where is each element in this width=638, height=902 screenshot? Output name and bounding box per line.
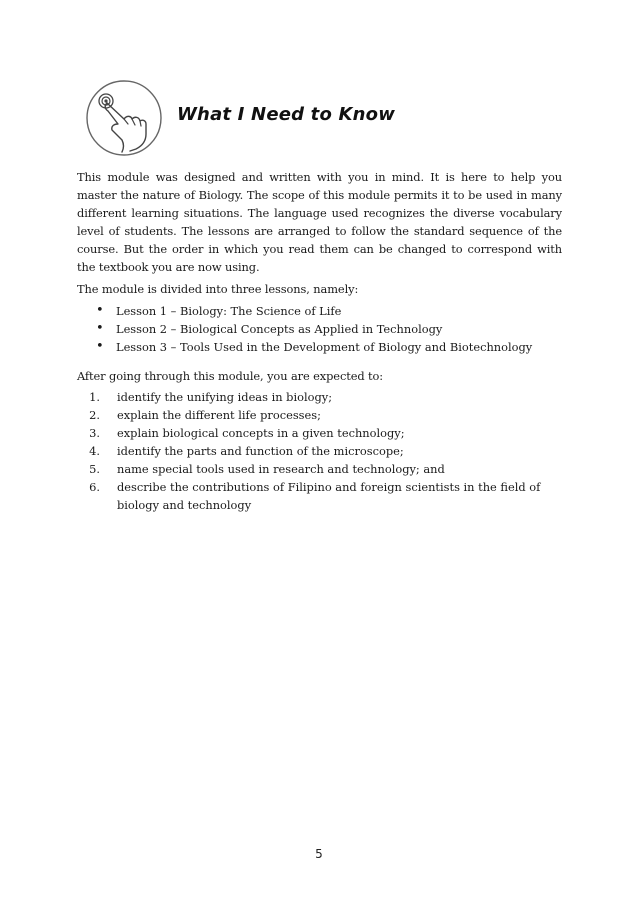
list-item: • Lesson 2 – Biological Concepts as Applied in Technology [96, 320, 566, 338]
list-item-text: explain biological concepts in a given technology; [117, 426, 405, 440]
list-item [77, 460, 565, 478]
section-header [84, 78, 504, 158]
list-item [77, 478, 565, 514]
objectives-list [77, 388, 565, 514]
list-number: 2. [89, 408, 100, 422]
list-number: 4. [89, 444, 100, 458]
page-number: 5 [315, 847, 323, 861]
list-number: 1. [89, 390, 100, 404]
touch-hand-icon [84, 78, 164, 158]
list-item-text: name special tools used in research and technology; and [117, 462, 445, 476]
page-title: What I Need to Know [177, 104, 396, 125]
objectives-intro-text: After going through this module, you are expected to: [77, 369, 384, 383]
list-item [77, 388, 565, 406]
lessons-intro-text: The module is divided into three lessons, namely: [77, 282, 359, 296]
list-item-text: identify the unifying ideas in biology; [117, 390, 333, 404]
list-number: 6. [89, 480, 100, 494]
list-item [77, 406, 565, 424]
list-item-text: describe the contributions of Filipino and foreign scientists in the field of biology and technology [117, 480, 541, 512]
list-number: 3. [89, 426, 100, 440]
intro-paragraph: This module was designed and written with you in mind. It is here to help you master the nature of Biology. The scope of this module permits it to be used in many different learning situations. The language used recognizes the diverse vocabulary level of students. The lessons are arranged to follow the standard sequence of the course. But the order in which you read them can be changed to correspond with the textbook you are now using. [77, 170, 562, 274]
lessons-list [96, 302, 566, 356]
list-number: 5. [89, 462, 100, 476]
list-item-text: explain the different life processes; [117, 408, 321, 422]
list-item-text: identify the parts and function of the microscope; [117, 444, 404, 458]
list-item [77, 424, 565, 442]
list-item [77, 442, 565, 460]
list-item: • Lesson 3 – Tools Used in the Development of Biology and Biotechnology [96, 338, 566, 356]
list-item: • Lesson 1 – Biology: The Science of Life [96, 302, 566, 320]
